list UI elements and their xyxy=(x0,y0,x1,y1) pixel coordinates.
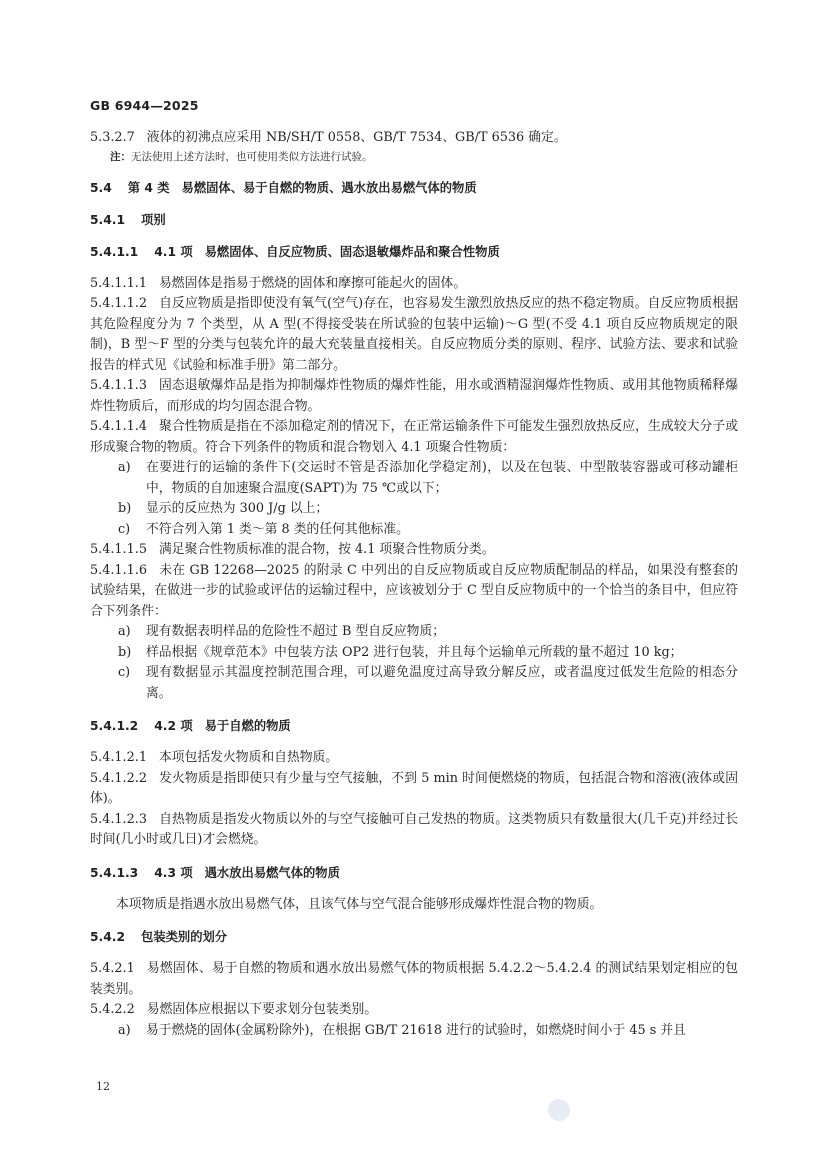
clause-number: 5.4.1.2.3 xyxy=(90,811,147,827)
list-text: 易于燃烧的固体(金属粉除外)，在根据 GB/T 21618 进行的试验时，如燃烧时间小于 45 s 并且 xyxy=(146,1022,686,1038)
clause-paragraph xyxy=(90,959,738,1000)
section-tag: 4.1 项 xyxy=(154,244,193,259)
clause-paragraph xyxy=(90,561,738,623)
watermark-logo xyxy=(548,1099,570,1121)
section-number: 5.4.2 xyxy=(90,930,126,944)
list-item xyxy=(118,520,738,541)
list-item xyxy=(118,458,738,499)
clause-number: 5.3.2.7 xyxy=(90,130,135,145)
section-heading xyxy=(90,927,738,947)
clause-text: 发火物质是指即使只有少量与空气接触，不到 5 min 时间便燃烧的物质，包括混合物和溶液(液体或固体)。 xyxy=(90,770,738,806)
clause-text: 易燃固体、易于自燃的物质和遇水放出易燃气体的物质根据 5.4.2.2～5.4.2.4 的测试结果划定相应的包装类别。 xyxy=(90,961,738,997)
section-title: 易燃固体、易于自燃的物质、遇水放出易燃气体的物质 xyxy=(181,180,477,195)
list-marker: c) xyxy=(118,665,131,680)
clause-number: 5.4.1.2.2 xyxy=(90,770,147,786)
clause-paragraph xyxy=(90,294,738,376)
clause-text: 本项包括发火物质和自热物质。 xyxy=(158,750,339,765)
clause-text: 液体的初沸点应采用 NB/SH/T 0558、GB/T 7534、GB/T 6536 确定。 xyxy=(146,130,567,145)
list-marker: a) xyxy=(118,1022,131,1038)
list-item xyxy=(118,622,738,643)
clause-text: 未在 GB 12268—2025 的附录 C 中列出的自反应物质或自反应物质配制品的样品，如果没有整套的试验结果，在做进一步的试验或评估的运输过程中，应该被划分于 C 型自反应物质中的一个恰当的条目中，但应符合下列条件： xyxy=(90,562,738,619)
clause-text: 自热物质是指发火物质以外的与空气接触可自己发热的物质。这类物质只有数量很大(几千克)并经过长时间(几小时或几日)才会燃烧。 xyxy=(90,811,738,847)
clause-paragraph xyxy=(90,376,738,417)
section-number: 5.4.1.2 xyxy=(90,719,139,733)
paragraph-text: 本项物质是指遇水放出易燃气体，且该气体与空气混合能够形成爆炸性混合物的物质。 xyxy=(116,896,603,912)
list-text: 现有数据表明样品的危险性不超过 B 型自反应物质； xyxy=(146,624,446,639)
clause-paragraph xyxy=(90,128,738,149)
list-text: 在要进行的运输的条件下(交运时不管是否添加化学稳定剂)，以及在包装、中型散装容器或可移动罐柜中，物质的自加速聚合温度(SAPT)为 75 ℃或以下； xyxy=(146,460,738,496)
note xyxy=(110,149,738,166)
clause-paragraph xyxy=(90,769,738,810)
section-tag: 4.3 项 xyxy=(154,865,193,880)
list-text: 显示的反应热为 300 J/g 以上； xyxy=(146,501,329,516)
section-heading xyxy=(90,863,738,883)
list-marker: a) xyxy=(118,624,131,639)
clause-number: 5.4.1.1.6 xyxy=(90,562,147,578)
section-title: 包装类别的划分 xyxy=(141,930,228,944)
section-number: 5.4 xyxy=(90,180,112,195)
clause-number: 5.4.1.1.1 xyxy=(90,275,147,291)
list-marker: c) xyxy=(118,521,131,537)
list-marker: b) xyxy=(118,501,132,516)
clause-number: 5.4.1.1.4 xyxy=(90,419,147,434)
clause-text: 自反应物质是指即使没有氧气(空气)存在，也容易发生激烈放热反应的热不稳定物质。自反应物质根据其危险程度分为 7 个类型，从 A 型(不得接受装在所试验的包装中运输)～G 型(不受 4.1 项自反应物质规定的限制)，B 型～F 型的分类与包装允许的最大充装量直接相关。自反应物质分类的原则、程序、试验方法、要求和试验报告的样式见《试验和标准手册》第二部分。 xyxy=(90,296,738,373)
clause-text: 满足聚合性物质标准的混合物，按 4.1 项聚合性物质分类。 xyxy=(158,542,495,557)
section-title: 遇水放出易燃气体的物质 xyxy=(204,865,340,880)
list-item xyxy=(118,499,738,520)
clause-number: 5.4.1.1.5 xyxy=(90,542,147,557)
section-heading xyxy=(90,242,738,262)
clause-text: 易燃固体应根据以下要求划分包装类别。 xyxy=(146,1002,378,1017)
section-number: 5.4.1.3 xyxy=(90,865,139,880)
list-text: 样品根据《规章范本》中包装方法 OP2 进行包装，并且每个运输单元所载的量不超过 10 kg； xyxy=(146,644,683,660)
list-text: 不符合列入第 1 类～第 8 类的任何其他标准。 xyxy=(146,521,409,537)
section-title: 易于自燃的物质 xyxy=(204,719,291,733)
list-text: 现有数据显示其温度控制范围合理，可以避免温度过高导致分解反应，或者温度过低发生危险的相态分离。 xyxy=(146,665,738,701)
clause-paragraph xyxy=(90,274,738,295)
list-item xyxy=(118,663,738,704)
clause-text: 聚合性物质是指在不添加稳定剂的情况下，在正常运输条件下可能发生强烈放热反应，生成较大分子或形成聚合物的物质。符合下列条件的物质和混合物划入 4.1 项聚合性物质： xyxy=(90,419,738,455)
section-heading xyxy=(90,716,738,736)
clause-number: 5.4.2.1 xyxy=(90,961,135,976)
section-heading xyxy=(90,178,738,198)
clause-paragraph xyxy=(90,417,738,458)
clause-number: 5.4.1.1.2 xyxy=(90,296,147,311)
clause-text: 易燃固体是指易于燃烧的固体和摩擦可能起火的固体。 xyxy=(158,275,467,291)
list-marker: b) xyxy=(118,644,132,660)
list-item xyxy=(118,1021,738,1042)
section-tag: 第 4 类 xyxy=(127,180,170,195)
list-marker: a) xyxy=(118,460,131,475)
note-label: 注： xyxy=(110,150,131,163)
clause-number: 5.4.2.2 xyxy=(90,1002,135,1017)
section-number: 5.4.1 xyxy=(90,212,126,227)
list-item xyxy=(118,643,738,664)
page-number: 12 xyxy=(96,1080,110,1093)
section-heading xyxy=(90,210,738,230)
clause-text: 固态退敏爆炸品是指为抑制爆炸性物质的爆炸性能，用水或酒精湿润爆炸性物质、或用其他物质稀释爆炸性物质后，而形成的均匀固态混合物。 xyxy=(90,378,738,414)
clause-number: 5.4.1.1.3 xyxy=(90,378,147,393)
note-text: 无法使用上述方法时，也可使用类似方法进行试验。 xyxy=(131,150,373,163)
section-number: 5.4.1.1 xyxy=(90,244,139,259)
clause-paragraph xyxy=(90,810,738,851)
clause-number: 5.4.1.2.1 xyxy=(90,750,147,765)
section-title: 项别 xyxy=(141,212,166,227)
document-body xyxy=(90,128,738,1041)
clause-paragraph xyxy=(90,1000,738,1021)
section-tag: 4.2 项 xyxy=(154,719,193,733)
clause-paragraph xyxy=(90,748,738,769)
standard-number: GB 6944—2025 xyxy=(90,98,199,113)
body-paragraph xyxy=(90,895,738,916)
section-title: 易燃固体、自反应物质、固态退敏爆炸品和聚合性物质 xyxy=(204,244,500,259)
clause-paragraph xyxy=(90,540,738,561)
